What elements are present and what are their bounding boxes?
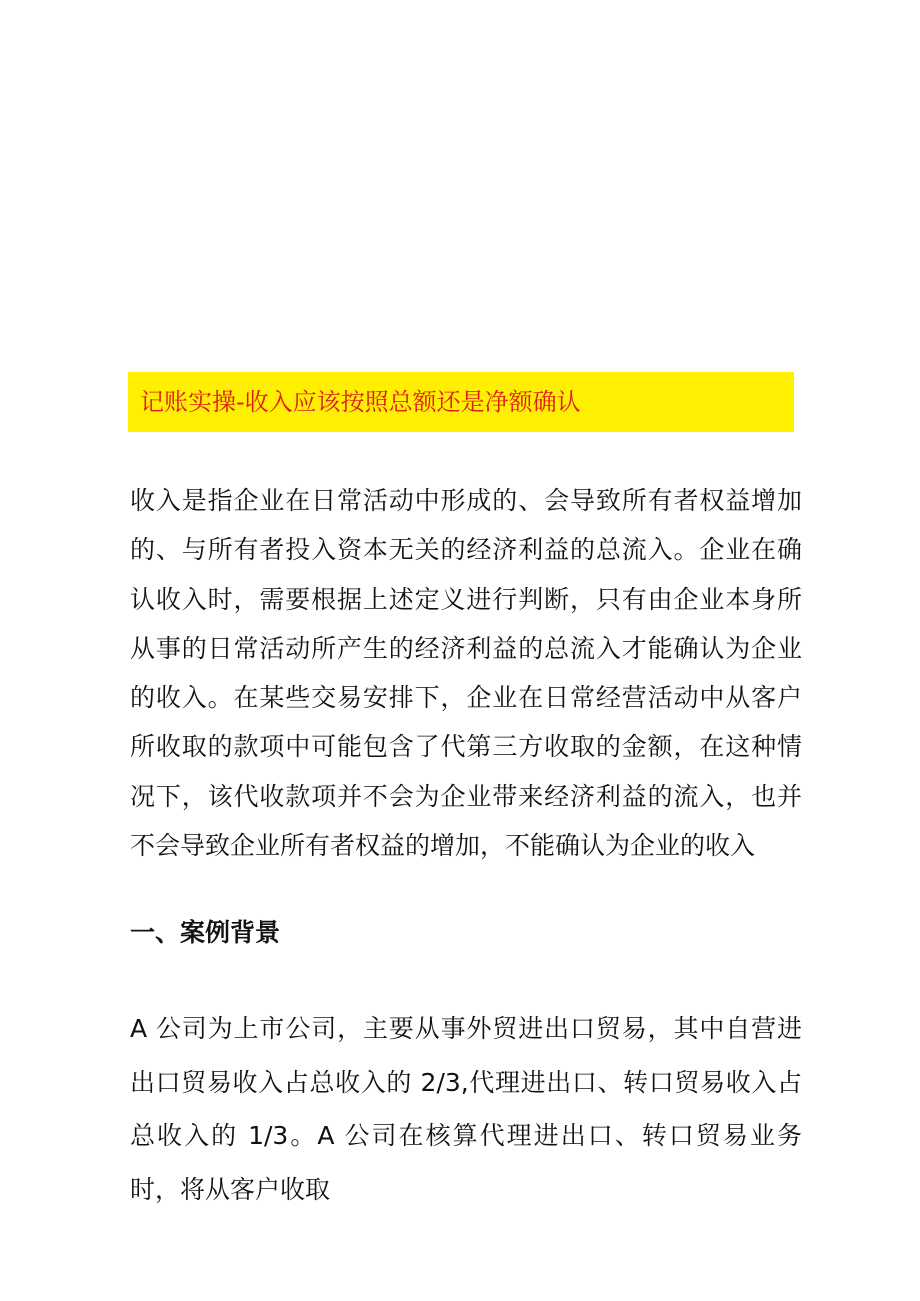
- document-title: 记账实操-收入应该按照总额还是净额确认: [140, 388, 581, 416]
- case-paragraph: A 公司为上市公司，主要从事外贸进出口贸易，其中自营进出口贸易收入占总收入的 2/3,代理进出口、转口贸易收入占总收入的 1/3。A 公司在核算代理进出口、转口贸易业务时，将从客户收取: [130, 1014, 802, 1204]
- title-banner: [128, 372, 794, 432]
- intro-paragraph: 收入是指企业在日常活动中形成的、会导致所有者权益增加的、与所有者投入资本无关的经济利益的总流入。企业在确认收入时，需要根据上述定义进行判断，只有由企业本身所从事的日常活动所产生的经济利益的总流入才能确认为企业的收入。在某些交易安排下，企业在日常经营活动中从客户所收取的款项中可能包含了代第三方收取的金额，在这种情况下，该代收款项并不会为企业带来经济利益的流入，也并不会导致企业所有者权益的增加，不能确认为企业的收入: [130, 486, 802, 861]
- section-heading: 一、案例背景: [130, 918, 281, 947]
